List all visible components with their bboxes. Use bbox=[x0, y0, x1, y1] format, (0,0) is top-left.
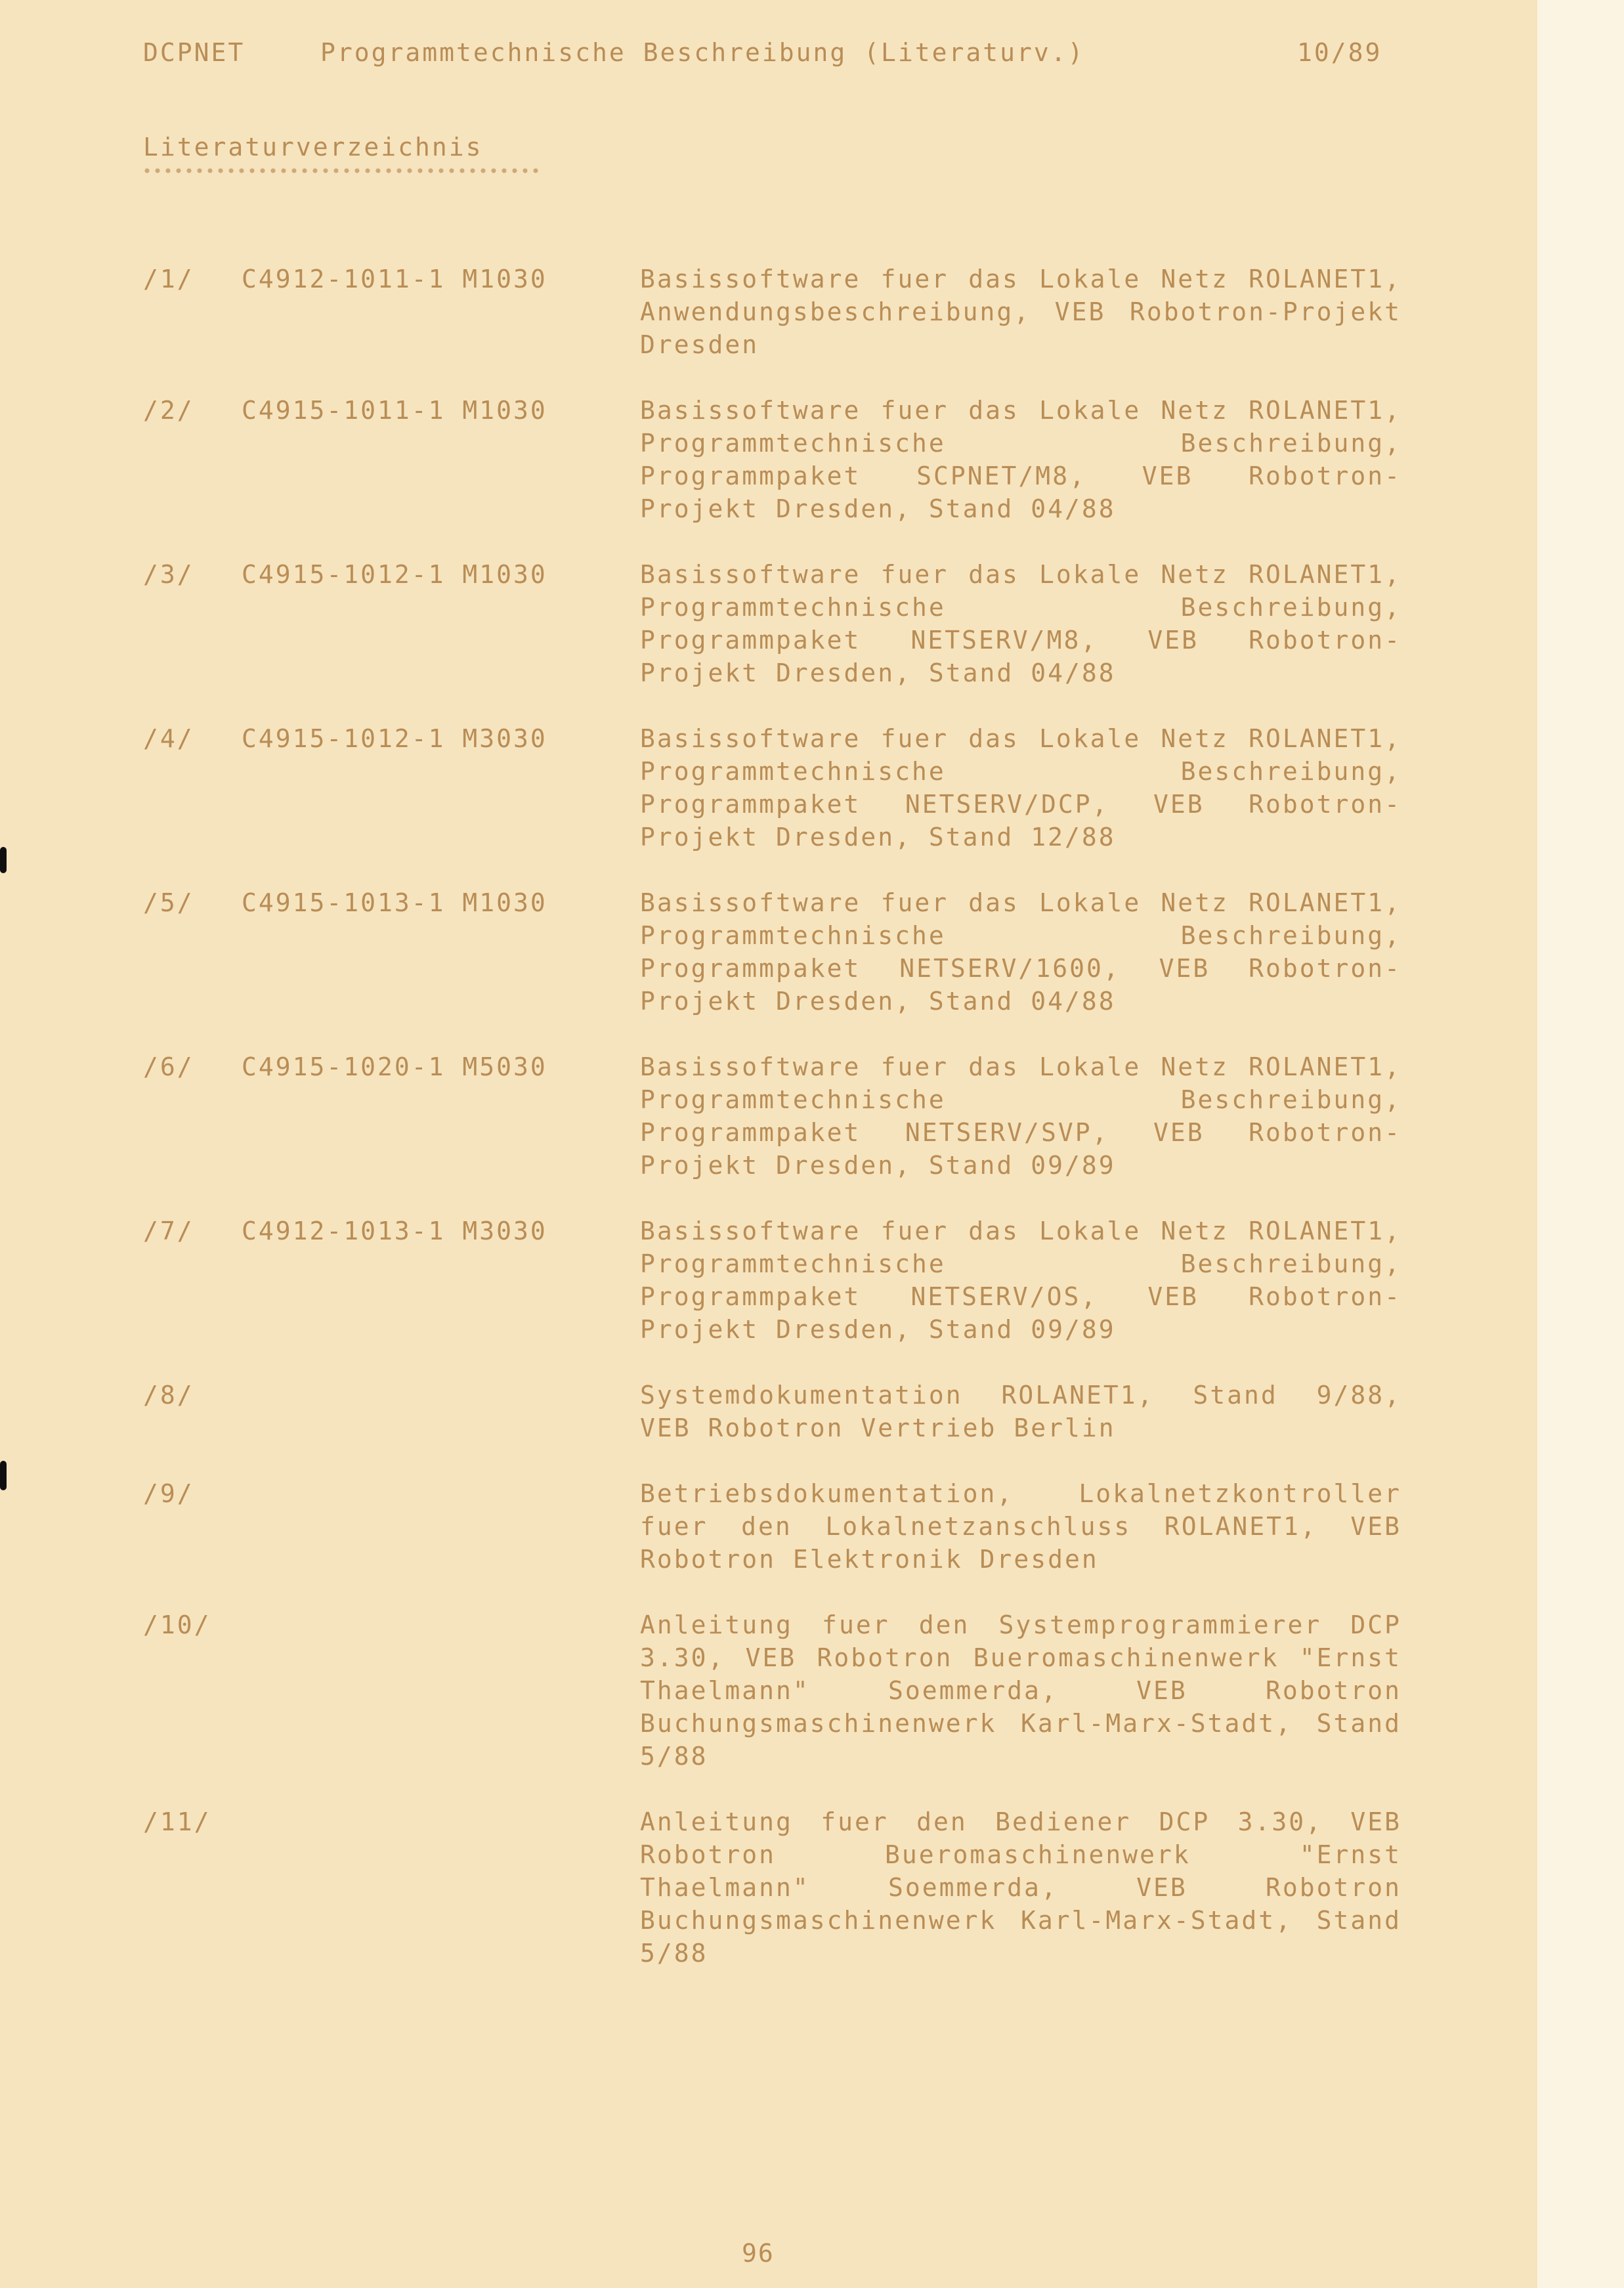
reference-entry bbox=[143, 722, 1403, 853]
reference-code: C4912-1013-1 M3030 bbox=[242, 1217, 547, 1245]
reference-number: /7/ bbox=[143, 1217, 194, 1245]
reference-entry bbox=[143, 1477, 1403, 1576]
reference-number: /11/ bbox=[143, 1807, 211, 1836]
reference-text: Basissoftware fuer das Lokale Netz ROLANET1, Programmtechnische Beschreibung, Programmpaket NETSERV/SVP, VEB Robotron-Projekt Dresden, Stand 09/89 bbox=[640, 1052, 1401, 1180]
scan-speck bbox=[0, 1461, 7, 1490]
section-title: Literaturverzeichnis bbox=[143, 133, 483, 162]
reference-number: /4/ bbox=[143, 724, 194, 753]
reference-number: /5/ bbox=[143, 888, 194, 917]
reference-code: C4915-1011-1 M1030 bbox=[242, 396, 547, 425]
reference-number: /8/ bbox=[143, 1381, 194, 1410]
title-underline bbox=[143, 167, 538, 175]
reference-code: C4915-1012-1 M1030 bbox=[242, 560, 547, 589]
reference-entry bbox=[143, 886, 1403, 1018]
reference-list bbox=[143, 263, 1403, 2002]
reference-text: Systemdokumentation ROLANET1, Stand 9/88, VEB Robotron Vertrieb Berlin bbox=[640, 1381, 1401, 1442]
reference-entry bbox=[143, 1805, 1403, 1970]
reference-text: Basissoftware fuer das Lokale Netz ROLANET1, Programmtechnische Beschreibung, Programmpaket NETSERV/M8, VEB Robotron-Projekt Dresden, Stand 04/88 bbox=[640, 560, 1401, 687]
reference-entry bbox=[143, 1215, 1403, 1346]
header-doc-name: DCPNET bbox=[143, 38, 246, 67]
reference-number: /2/ bbox=[143, 396, 194, 425]
page-number: 96 bbox=[742, 2239, 775, 2268]
reference-text: Betriebsdokumentation, Lokalnetzkontroller fuer den Lokalnetzanschluss ROLANET1, VEB Robotron Elektronik Dresden bbox=[640, 1479, 1401, 1574]
reference-text: Basissoftware fuer das Lokale Netz ROLANET1, Anwendungsbeschreibung, VEB Robotron-Projekt Dresden bbox=[640, 265, 1401, 359]
reference-number: /10/ bbox=[143, 1610, 211, 1639]
reference-number: /3/ bbox=[143, 560, 194, 589]
reference-code: C4915-1020-1 M5030 bbox=[242, 1052, 547, 1081]
reference-number: /6/ bbox=[143, 1052, 194, 1081]
header-doc-title: Programmtechnische Beschreibung (Literaturv.) bbox=[320, 38, 1085, 67]
reference-entry bbox=[143, 1608, 1403, 1773]
reference-text: Basissoftware fuer das Lokale Netz ROLANET1, Programmtechnische Beschreibung, Programmpaket NETSERV/OS, VEB Robotron-Projekt Dresden, Stand 09/89 bbox=[640, 1217, 1401, 1344]
header-date: 10/89 bbox=[1297, 38, 1382, 67]
reference-number: /1/ bbox=[143, 265, 194, 293]
reference-code: C4915-1012-1 M3030 bbox=[242, 724, 547, 753]
reference-text: Anleitung fuer den Systemprogrammierer DCP 3.30, VEB Robotron Bueromaschinenwerk "Ernst Thaelmann" Soemmerda, VEB Robotron Buchungsmaschinenwerk Karl-Marx-Stadt, Stand 5/88 bbox=[640, 1610, 1401, 1771]
reference-number: /9/ bbox=[143, 1479, 194, 1508]
scan-speck bbox=[0, 847, 7, 873]
reference-entry bbox=[143, 394, 1403, 525]
reference-code: C4912-1011-1 M1030 bbox=[242, 265, 547, 293]
page-edge bbox=[1537, 0, 1624, 2288]
reference-text: Basissoftware fuer das Lokale Netz ROLANET1, Programmtechnische Beschreibung, Programmpaket NETSERV/1600, VEB Robotron-Projekt Dresden, Stand 04/88 bbox=[640, 888, 1401, 1016]
reference-code: C4915-1013-1 M1030 bbox=[242, 888, 547, 917]
reference-entry bbox=[143, 1379, 1403, 1444]
reference-text: Anleitung fuer den Bediener DCP 3.30, VEB Robotron Bueromaschinenwerk "Ernst Thaelmann" Soemmerda, VEB Robotron Buchungsmaschinenwerk Karl-Marx-Stadt, Stand 5/88 bbox=[640, 1807, 1401, 1968]
reference-entry bbox=[143, 263, 1403, 361]
reference-entry bbox=[143, 1050, 1403, 1182]
reference-text: Basissoftware fuer das Lokale Netz ROLANET1, Programmtechnische Beschreibung, Programmpaket SCPNET/M8, VEB Robotron-Projekt Dresden, Stand 04/88 bbox=[640, 396, 1401, 523]
reference-text: Basissoftware fuer das Lokale Netz ROLANET1, Programmtechnische Beschreibung, Programmpaket NETSERV/DCP, VEB Robotron-Projekt Dresden, Stand 12/88 bbox=[640, 724, 1401, 852]
reference-entry bbox=[143, 558, 1403, 689]
